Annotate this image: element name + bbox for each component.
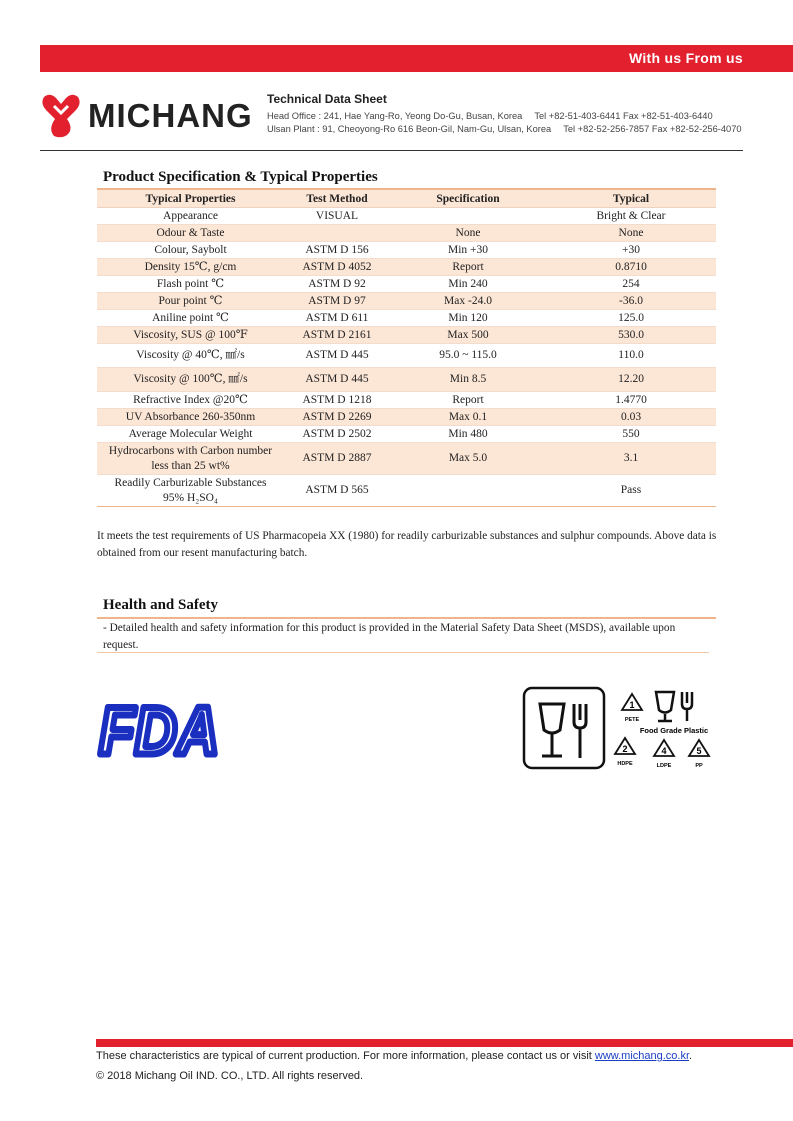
cell-typical: 3.1 bbox=[546, 443, 716, 475]
cell-method: ASTM D 2502 bbox=[284, 426, 390, 443]
head-office-text: Head Office : 241, Hae Yang-Ro, Yeong Do-Gu, Busan, Korea bbox=[267, 111, 523, 121]
cell-typical: 125.0 bbox=[546, 310, 716, 327]
head-office-contact: Tel +82-51-403-6441 Fax +82-51-403-6440 bbox=[534, 111, 713, 121]
copyright: © 2018 Michang Oil IND. CO., LTD. All rights reserved. bbox=[96, 1070, 364, 1082]
table-row bbox=[97, 475, 716, 507]
table-row bbox=[97, 392, 716, 409]
table-row bbox=[97, 310, 716, 327]
table-row bbox=[97, 443, 716, 475]
cell-typical: 12.20 bbox=[546, 368, 716, 392]
footer-period: . bbox=[689, 1050, 693, 1062]
cell-property: Viscosity, SUS @ 100℉ bbox=[97, 327, 284, 344]
plant-contact: Tel +82-52-256-7857 Fax +82-52-256-4070 bbox=[563, 124, 742, 134]
table-row bbox=[97, 259, 716, 276]
table-row bbox=[97, 276, 716, 293]
resin-num-2: 2 bbox=[622, 744, 628, 754]
resin-label-pp: PP bbox=[695, 763, 703, 769]
fda-logo-text: FDA bbox=[99, 693, 219, 769]
cell-method: ASTM D 445 bbox=[284, 368, 390, 392]
cell-spec bbox=[390, 475, 546, 507]
cell-spec: Max -24.0 bbox=[390, 293, 546, 310]
spec-table bbox=[97, 190, 716, 507]
website-link[interactable]: www.michang.co.kr bbox=[594, 1050, 690, 1062]
cell-property: Average Molecular Weight bbox=[97, 426, 284, 443]
cell-property-line1: Hydrocarbons with Carbon number bbox=[108, 444, 273, 457]
michang-logo bbox=[40, 93, 253, 139]
logo-mark-icon bbox=[40, 93, 82, 139]
cell-typical: -36.0 bbox=[546, 293, 716, 310]
cell-spec: Max 500 bbox=[390, 327, 546, 344]
health-title-rule bbox=[97, 617, 716, 619]
header-divider bbox=[40, 150, 743, 151]
resin-label-hdpe: HDPE bbox=[617, 761, 633, 767]
cell-spec: Min 240 bbox=[390, 276, 546, 293]
table-header-row bbox=[97, 190, 716, 208]
resin-code-5-icon bbox=[689, 740, 709, 769]
col-header-typical: Typical bbox=[546, 190, 716, 208]
table-row bbox=[97, 426, 716, 443]
table-row bbox=[97, 409, 716, 426]
cell-method: ASTM D 2887 bbox=[284, 443, 390, 475]
table-row bbox=[97, 344, 716, 368]
cell-method: ASTM D 611 bbox=[284, 310, 390, 327]
cell-typical: 110.0 bbox=[546, 344, 716, 368]
cell-method: ASTM D 97 bbox=[284, 293, 390, 310]
plant-address bbox=[267, 124, 742, 134]
cell-property-line2: less than 25 wt% bbox=[151, 459, 230, 472]
health-safety-text: - Detailed health and safety information for this product is provided in the Material Safety Data Sheet (MSDS), available upon request. bbox=[103, 622, 676, 651]
cell-method: ASTM D 565 bbox=[284, 475, 390, 507]
food-grade-glass-fork-icon bbox=[656, 692, 692, 721]
top-brand-bar bbox=[40, 45, 793, 72]
cell-spec bbox=[390, 208, 546, 225]
cell-typical: 0.03 bbox=[546, 409, 716, 426]
cell-method: ASTM D 156 bbox=[284, 242, 390, 259]
footer-brand-bar bbox=[96, 1039, 793, 1047]
cell-property: Density 15℃, g/cm bbox=[97, 259, 284, 276]
plant-text: Ulsan Plant : 91, Cheoyong-Ro 616 Beon-Gil, Nam-Gu, Ulsan, Korea bbox=[267, 124, 552, 134]
cell-property: Flash point ℃ bbox=[97, 276, 284, 293]
table-row bbox=[97, 225, 716, 242]
logo-wordmark: MICHANG bbox=[88, 97, 253, 134]
resin-num-5: 5 bbox=[696, 746, 702, 756]
cell-property: Viscosity @ 100℃, ㎟/s bbox=[97, 368, 284, 392]
col-header-method: Test Method bbox=[284, 190, 390, 208]
spec-section-title: Product Specification & Typical Properties bbox=[103, 169, 378, 185]
cell-spec: None bbox=[390, 225, 546, 242]
compliance-note: It meets the test requirements of US Pharmacopeia XX (1980) for readily carburizable substances and sulphur compounds. Above data is obtained from our resent manufacturing batch. bbox=[97, 530, 717, 559]
cell-property-line1: Readily Carburizable Substances bbox=[114, 476, 267, 489]
table-row bbox=[97, 368, 716, 392]
table-row bbox=[97, 293, 716, 310]
fda-logo bbox=[97, 693, 223, 769]
resin-num-4: 4 bbox=[661, 746, 667, 756]
cell-spec: Report bbox=[390, 259, 546, 276]
cell-spec: Min 8.5 bbox=[390, 368, 546, 392]
health-section-title: Health and Safety bbox=[103, 597, 219, 613]
cell-method: VISUAL bbox=[284, 208, 390, 225]
table-row bbox=[97, 327, 716, 344]
cell-spec: Max 0.1 bbox=[390, 409, 546, 426]
cell-method: ASTM D 1218 bbox=[284, 392, 390, 409]
resin-label-pete: PETE bbox=[624, 717, 640, 723]
cell-typical: 530.0 bbox=[546, 327, 716, 344]
table-row bbox=[97, 208, 716, 225]
cell-spec: Report bbox=[390, 392, 546, 409]
food-grade-label: Food Grade Plastic bbox=[639, 726, 709, 735]
cell-property: Refractive Index @20℃ bbox=[97, 392, 284, 409]
footer-disclaimer-text: These characteristics are typical of current production. For more information, please contact us or visit bbox=[96, 1050, 595, 1062]
cell-property bbox=[97, 443, 284, 475]
footer-disclaimer bbox=[96, 1050, 692, 1062]
cell-property: Odour & Taste bbox=[97, 225, 284, 242]
cell-typical: None bbox=[546, 225, 716, 242]
cell-spec: Min +30 bbox=[390, 242, 546, 259]
cell-method: ASTM D 2161 bbox=[284, 327, 390, 344]
cell-method: ASTM D 92 bbox=[284, 276, 390, 293]
cell-property: Viscosity @ 40℃, ㎟/s bbox=[97, 344, 284, 368]
health-bottom-rule bbox=[97, 652, 709, 653]
resin-code-1-icon bbox=[622, 694, 642, 723]
col-header-property: Typical Properties bbox=[97, 190, 284, 208]
cell-property: Colour, Saybolt bbox=[97, 242, 284, 259]
cell-property bbox=[97, 475, 284, 507]
document-title: Technical Data Sheet bbox=[267, 92, 387, 106]
cell-spec: Min 120 bbox=[390, 310, 546, 327]
cell-typical: Bright & Clear bbox=[546, 208, 716, 225]
food-safe-frame-icon bbox=[524, 688, 604, 768]
cell-method: ASTM D 445 bbox=[284, 344, 390, 368]
food-grade-symbols bbox=[522, 686, 722, 772]
table-row bbox=[97, 242, 716, 259]
cell-property: UV Absorbance 260-350nm bbox=[97, 409, 284, 426]
cell-typical: 1.4770 bbox=[546, 392, 716, 409]
cell-typical: 550 bbox=[546, 426, 716, 443]
cell-typical: 254 bbox=[546, 276, 716, 293]
resin-code-2-icon bbox=[615, 738, 635, 767]
cell-spec: Max 5.0 bbox=[390, 443, 546, 475]
cell-property: Appearance bbox=[97, 208, 284, 225]
head-office-address bbox=[267, 111, 713, 121]
resin-num-1: 1 bbox=[629, 700, 635, 710]
cell-property: Aniline point ℃ bbox=[97, 310, 284, 327]
resin-code-4-icon bbox=[654, 740, 674, 769]
cell-typical: 0.8710 bbox=[546, 259, 716, 276]
slogan: With us From us bbox=[628, 50, 743, 66]
cell-property: Pour point ℃ bbox=[97, 293, 284, 310]
cell-spec: 95.0 ~ 115.0 bbox=[390, 344, 546, 368]
cell-method bbox=[284, 225, 390, 242]
resin-label-ldpe: LDPE bbox=[656, 763, 672, 769]
cell-typical: Pass bbox=[546, 475, 716, 507]
cell-typical: +30 bbox=[546, 242, 716, 259]
col-header-spec: Specification bbox=[390, 190, 546, 208]
cell-spec: Min 480 bbox=[390, 426, 546, 443]
cell-method: ASTM D 4052 bbox=[284, 259, 390, 276]
cell-method: ASTM D 2269 bbox=[284, 409, 390, 426]
cell-property-line2: 95% H₂SO₄ bbox=[163, 491, 218, 504]
